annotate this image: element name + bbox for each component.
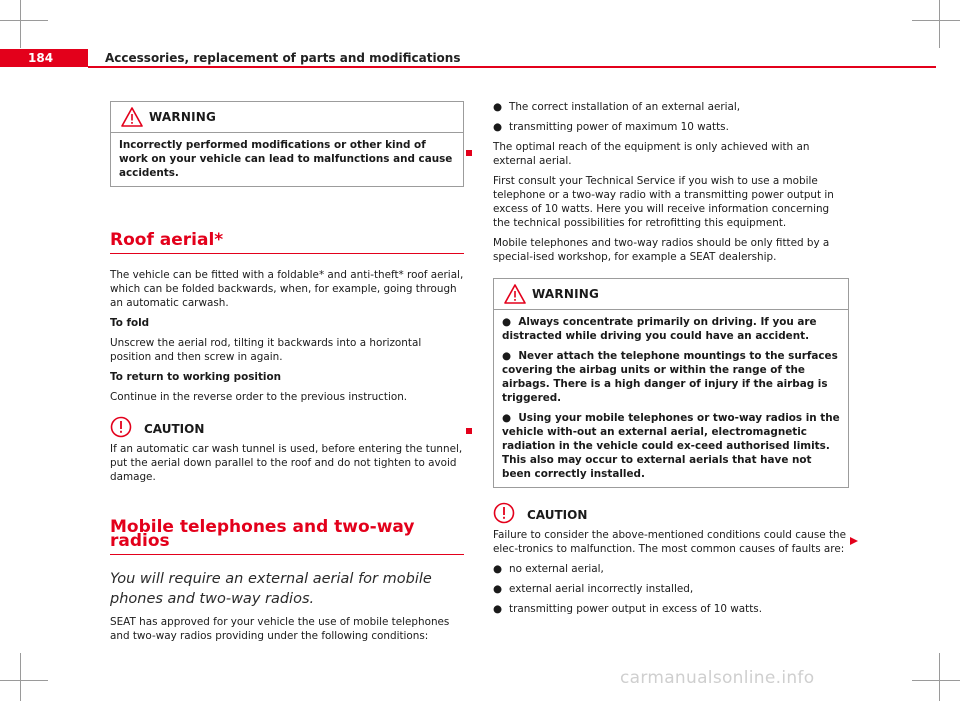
end-of-section-marker: [466, 150, 472, 156]
list-item: ● Never attach the telephone mountings to the surfaces covering the airbag units or within the range of the airbags. There is a high danger of injury if the airbag is triggered.: [502, 350, 838, 404]
warning-triangle-icon: [504, 284, 526, 308]
warning-label: WARNING: [532, 287, 600, 301]
right-column: [493, 100, 849, 622]
paragraph: The optimal reach of the equipment is only achieved with an external aerial.: [493, 141, 810, 167]
crop-mark: [939, 653, 940, 701]
watermark: carmanualsonline.info: [620, 668, 815, 688]
crop-mark: [20, 0, 21, 48]
list-item: ● transmitting power of maximum 10 watts.: [493, 121, 729, 133]
warning-header: [111, 102, 463, 133]
list-item: ● external aerial incorrectly installed,: [493, 583, 694, 595]
section-title-mobile-telephones: Mobile telephones and two-way radios: [110, 520, 464, 555]
subheading-to-fold: To fold: [110, 317, 150, 329]
warning-text: Incorrectly performed modifications or other kind of work on your vehicle can lead to malfunctions and cause accidents.: [119, 139, 453, 179]
list-item: ● Using your mobile telephones or two-way radios in the vehicle with-out an external aerial, electromagnetic radiation in the vehicle could ex-ceed authorised limits. This also may occur to external aerials that have not been correctly installed.: [502, 412, 840, 480]
caution-icon: [110, 416, 132, 442]
running-header-title: Accessories, replacement of parts and modifications: [105, 51, 461, 65]
mobile-conditions-text: SEAT has approved for your vehicle the use of mobile telephones and two-way radios providing under the following conditions:: [110, 616, 450, 642]
fold-instructions: Unscrew the aerial rod, tilting it backwards into a horizontal position and then screw in again.: [110, 337, 422, 363]
header-rule: [88, 66, 936, 68]
roof-aerial-intro: The vehicle can be fitted with a foldable* and anti-theft* roof aerial, which can be folded backwards, when, for example, going through an automatic carwash.: [110, 269, 464, 309]
list-item: ● Always concentrate primarily on driving. If you are distracted while driving you could have an accident.: [502, 316, 817, 342]
subheading-return: To return to working position: [110, 371, 282, 383]
list-item: ● The correct installation of an external aerial,: [493, 101, 741, 113]
crop-mark: [912, 680, 960, 681]
warning-triangle-icon: [121, 107, 143, 131]
section-title-roof-aerial: Roof aerial*: [110, 233, 464, 254]
end-of-section-marker: [466, 428, 472, 434]
caution-icon: [493, 502, 515, 528]
warning-box: [493, 278, 849, 488]
warning-list: [494, 310, 848, 487]
list-item: ● no external aerial,: [493, 563, 604, 575]
crop-mark: [0, 680, 48, 681]
list-item: ● transmitting power output in excess of 10 watts.: [493, 603, 762, 615]
left-column: [110, 101, 464, 649]
continued-arrow-icon: [849, 531, 859, 550]
caution-label: CAUTION: [527, 508, 588, 522]
warning-box: [110, 101, 464, 187]
paragraph: First consult your Technical Service if you wish to use a mobile telephone or a two-way radio with a transmitting power output in excess of 10 watts. Here you will receive information concerning the technical possibilities for retrofitting this equipment.: [493, 175, 834, 229]
warning-header: [494, 279, 848, 310]
section-intro: You will require an external aerial for mobile phones and two-way radios.: [110, 571, 432, 607]
crop-mark: [912, 20, 960, 21]
crop-mark: [939, 0, 940, 48]
caution-header: [110, 416, 464, 440]
crop-mark: [20, 653, 21, 701]
caution-text: Failure to consider the above-mentioned conditions could cause the elec-tronics to malfunction. The most common causes of faults are:: [493, 529, 847, 555]
caution-text: If an automatic car wash tunnel is used, before entering the tunnel, put the aerial down parallel to the roof and do not tighten to avoid damage.: [110, 443, 463, 483]
paragraph: Mobile telephones and two-way radios should be only fitted by a special-ised workshop, for example a SEAT dealership.: [493, 237, 830, 263]
return-instructions: Continue in the reverse order to the previous instruction.: [110, 391, 408, 403]
page-number: 184: [28, 51, 54, 65]
warning-label: WARNING: [149, 110, 217, 124]
caution-header: [493, 502, 849, 526]
caution-label: CAUTION: [144, 422, 205, 436]
crop-mark: [0, 20, 48, 21]
